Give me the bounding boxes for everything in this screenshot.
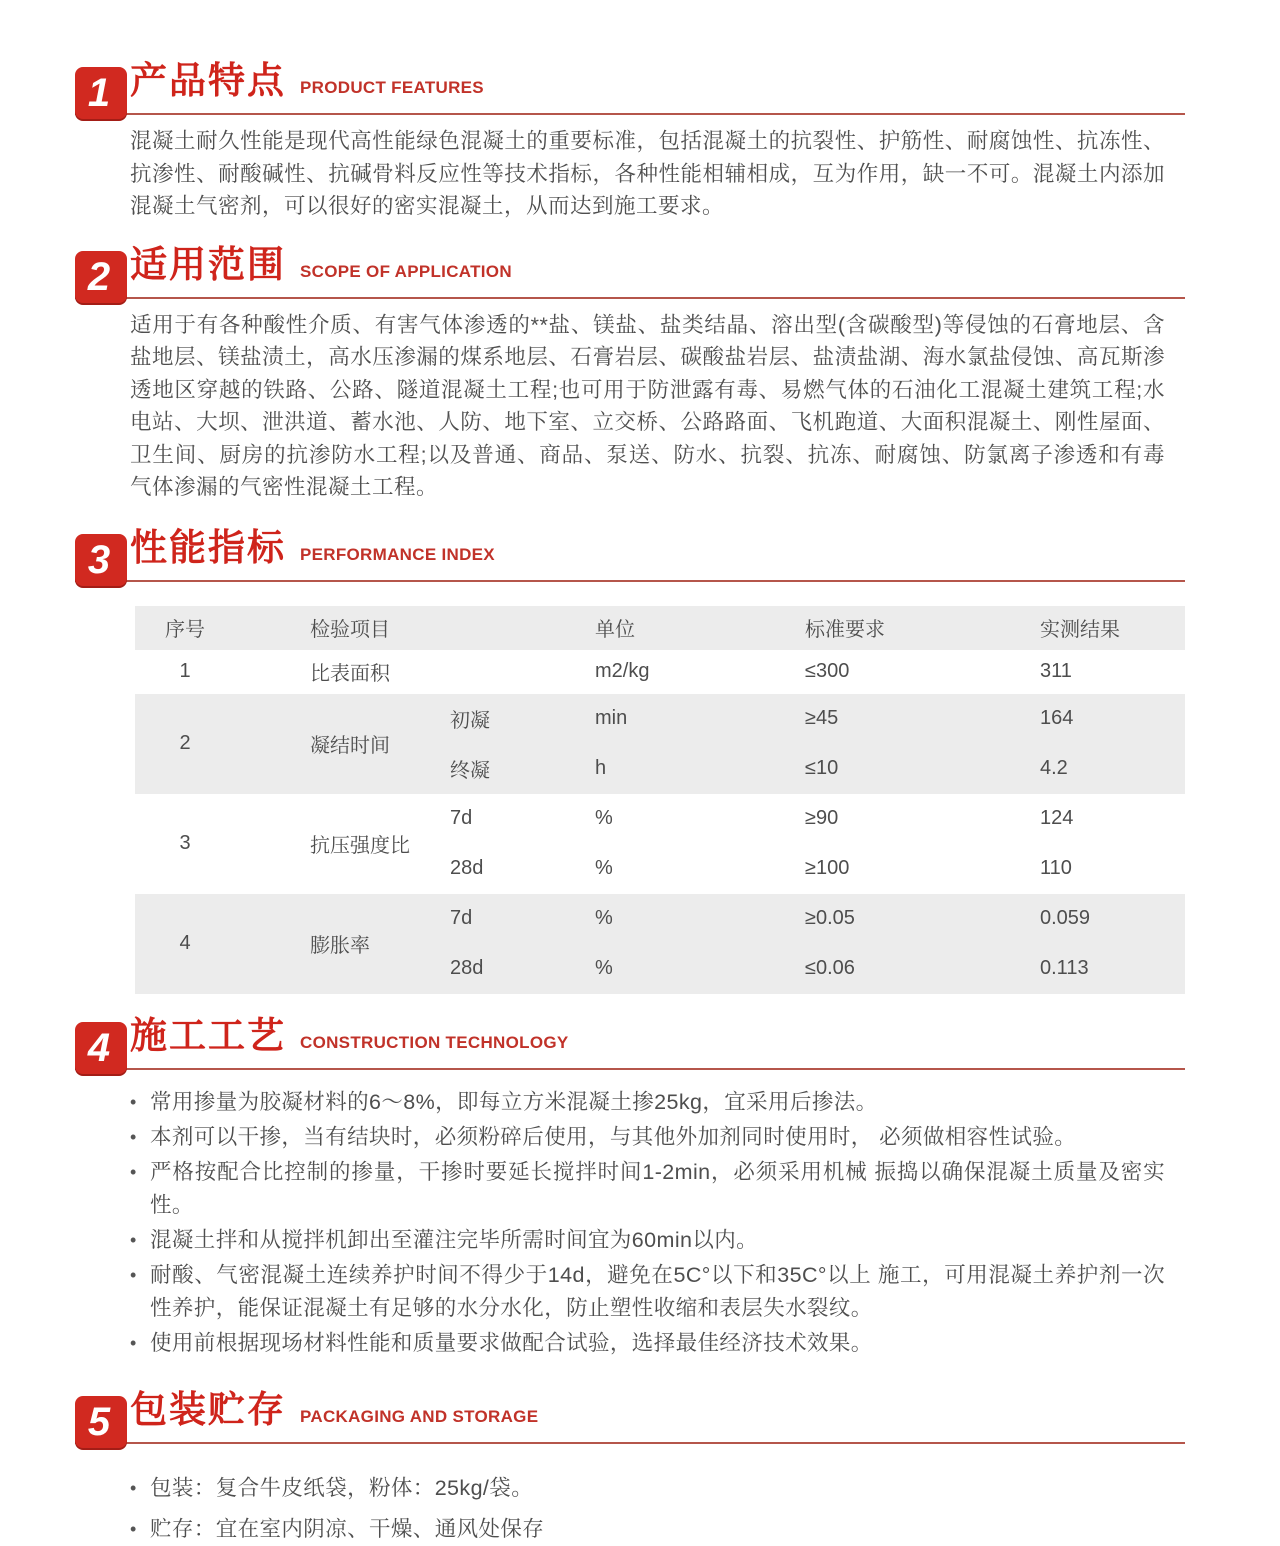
cell-no: 3 — [179, 832, 191, 854]
cell-requirement: ≥45 — [805, 707, 839, 729]
bullet-text: 常用掺量为胶凝材料的6～8%，即每立方米混凝土掺25kg，宜采用后掺法。 — [150, 1089, 878, 1114]
cell-unit: min — [595, 707, 628, 729]
section-4-number-badge — [75, 1022, 127, 1074]
section-3-header — [75, 522, 1185, 582]
cell-unit: % — [595, 807, 613, 829]
list-item — [130, 1121, 1165, 1154]
bullet-dot-icon: • — [130, 1477, 137, 1498]
cell-result: 124 — [1040, 807, 1074, 829]
cell-sub: 7d — [450, 907, 473, 929]
bullet-text: 本剂可以干掺，当有结块时，必须粉碎后使用，与其他外加剂同时使用时， 必须做相容性试验。 — [150, 1124, 1077, 1149]
bullet-dot-icon: • — [130, 1126, 137, 1147]
document-page — [0, 55, 1280, 1539]
header-unit: 单位 — [595, 619, 635, 641]
list-item — [130, 1086, 1165, 1119]
bullet-text: 包装：复合牛皮纸袋，粉体：25kg/袋。 — [150, 1475, 534, 1500]
section-5-title-en: PACKAGING AND STORAGE — [300, 1406, 539, 1426]
cell-result: 4.2 — [1040, 757, 1068, 779]
cell-unit: % — [595, 857, 613, 879]
table-row-specific-surface — [135, 650, 1185, 694]
table-row-expansion-rate — [135, 894, 1185, 994]
section-5-title-zh: 包装贮存 — [130, 1388, 286, 1430]
table-row-setting-time — [135, 694, 1185, 794]
section-4-title-zh: 施工工艺 — [130, 1014, 286, 1056]
header-requirement: 标准要求 — [805, 619, 885, 641]
cell-sub — [450, 650, 595, 694]
performance-table — [135, 606, 1185, 994]
list-item — [130, 1327, 1165, 1360]
cell-no: 1 — [179, 660, 191, 682]
section-construction-technology — [75, 1010, 1185, 1360]
cell-item: 凝结时间 — [310, 735, 390, 757]
header-result: 实测结果 — [1040, 619, 1120, 641]
cell-result: 164 — [1040, 707, 1074, 729]
bullet-text: 使用前根据现场材料性能和质量要求做配合试验，选择最佳经济技术效果。 — [150, 1330, 873, 1355]
section-5-header — [75, 1384, 1185, 1444]
section-4-number: 4 — [87, 1025, 111, 1070]
section-performance-index — [75, 522, 1185, 994]
bullet-text: 混凝土拌和从搅拌机卸出至灌注完毕所需时间宜为60min以内。 — [150, 1227, 759, 1252]
header-no: 序号 — [165, 619, 205, 641]
list-item — [130, 1259, 1165, 1325]
cell-item: 膨胀率 — [310, 935, 370, 957]
cell-result: 0.059 — [1040, 907, 1091, 929]
cell-no: 2 — [179, 732, 191, 754]
section-3-number-badge — [75, 534, 127, 586]
section-2-title-en: SCOPE OF APPLICATION — [300, 261, 512, 281]
bullet-dot-icon: • — [130, 1229, 137, 1250]
section-2-title-zh: 适用范围 — [130, 243, 286, 285]
cell-sub: 终凝 — [450, 760, 490, 782]
cell-result: 110 — [1040, 857, 1072, 879]
header-item: 检验项目 — [310, 619, 390, 641]
list-item — [130, 1513, 1165, 1546]
bullet-text: 严格按配合比控制的掺量，干掺时要延长搅拌时间1-2min，必须采用机械 振捣以确保混凝土质量及密实性。 — [150, 1159, 1165, 1217]
table-header-row — [135, 606, 1185, 650]
cell-result: 0.113 — [1040, 957, 1089, 979]
packaging-bullet-list — [130, 1472, 1165, 1546]
table-row-compressive-ratio — [135, 794, 1185, 894]
list-item — [130, 1156, 1165, 1222]
bullet-dot-icon: • — [130, 1161, 137, 1182]
section-3-title-zh: 性能指标 — [130, 526, 286, 568]
cell-sub: 7d — [450, 807, 473, 829]
list-item — [130, 1224, 1165, 1257]
cell-requirement: ≤10 — [805, 757, 839, 779]
cell-requirement: ≤0.06 — [805, 957, 855, 979]
cell-requirement: ≥90 — [805, 807, 839, 829]
cell-unit: % — [595, 957, 613, 979]
header-sub — [450, 606, 595, 650]
list-item — [130, 1472, 1165, 1505]
cell-sub: 28d — [450, 957, 484, 979]
section-4-title-en: CONSTRUCTION TECHNOLOGY — [300, 1032, 569, 1052]
section-3-number: 3 — [87, 537, 111, 582]
cell-item: 比表面积 — [310, 663, 390, 685]
bullet-dot-icon: • — [130, 1264, 137, 1285]
section-1-title-en: PRODUCT FEATURES — [300, 78, 484, 97]
section-product-features — [75, 55, 1185, 223]
section-2-number-badge — [75, 251, 127, 303]
section-2-header — [75, 239, 1185, 299]
section-packaging-storage — [75, 1384, 1185, 1546]
section-5-number-badge — [75, 1396, 127, 1448]
bullet-dot-icon: • — [130, 1518, 137, 1539]
cell-item: 抗压强度比 — [310, 835, 410, 857]
section-1-number: 1 — [87, 71, 111, 115]
cell-requirement: ≤300 — [805, 660, 850, 682]
cell-unit: h — [595, 757, 607, 779]
bullet-dot-icon: • — [130, 1091, 137, 1112]
cell-requirement: ≥0.05 — [805, 907, 855, 929]
cell-unit: % — [595, 907, 613, 929]
cell-sub: 28d — [450, 857, 484, 879]
section-4-header — [75, 1010, 1185, 1070]
scope-paragraph: 适用于有各种酸性介质、有害气体渗透的**盐、镁盐、盐类结晶、溶出型(含碳酸型)等侵蚀的石膏地层、含盐地层、镁盐渍土，高水压渗漏的煤系地层、石膏岩层、碳酸盐岩层、盐渍盐湖、海水氯盐侵蚀、高瓦斯渗透地区穿越的铁路、公路、隧道混凝土工程;也可用于防泄露有毒、易燃气体的石油化工混凝土建筑工程;水电站、大坝、泄洪道、蓄水池、人防、地下室、立交桥、公路路面、飞机跑道、大面积混凝土、刚性屋面、卫生间、厨房的抗渗防水工程;以及普通、商品、泵送、防水、抗裂、抗冻、耐腐蚀、防氯离子渗透和有毒气体渗漏的气密性混凝土工程。 — [130, 312, 1165, 499]
bullet-dot-icon: • — [130, 1332, 137, 1353]
section-scope-of-application — [75, 239, 1185, 504]
construction-bullet-list — [130, 1086, 1165, 1360]
section-1-header — [75, 55, 1185, 115]
section-5-number: 5 — [87, 1399, 111, 1444]
section-3-title-en: PERFORMANCE INDEX — [300, 544, 495, 564]
section-1-number-badge — [75, 67, 127, 119]
product-features-paragraph: 混凝土耐久性能是现代高性能绿色混凝土的重要标准，包括混凝土的抗裂性、护筋性、耐腐蚀性、抗冻性、抗渗性、耐酸碱性、抗碱骨料反应性等技术指标，各种性能相辅相成，互为作用，缺一不可。混凝土内添加混凝土气密剂，可以很好的密实混凝土，从而达到施工要求。 — [130, 129, 1165, 218]
cell-sub: 初凝 — [450, 710, 490, 732]
section-1-title-zh: 产品特点 — [130, 60, 286, 101]
bullet-text: 耐酸、气密混凝土连续养护时间不得少于14d，避免在5C°以下和35C°以上 施工，可用混凝土养护剂一次性养护，能保证混凝土有足够的水分水化，防止塑性收缩和表层失水裂纹。 — [150, 1262, 1165, 1320]
cell-result: 311 — [1040, 660, 1072, 682]
section-2-number: 2 — [87, 254, 111, 299]
cell-no: 4 — [179, 932, 191, 954]
cell-requirement: ≥100 — [805, 857, 850, 879]
cell-unit: m2/kg — [595, 660, 650, 682]
bullet-text: 贮存：宜在室内阴凉、干燥、通风处保存 — [150, 1516, 545, 1541]
